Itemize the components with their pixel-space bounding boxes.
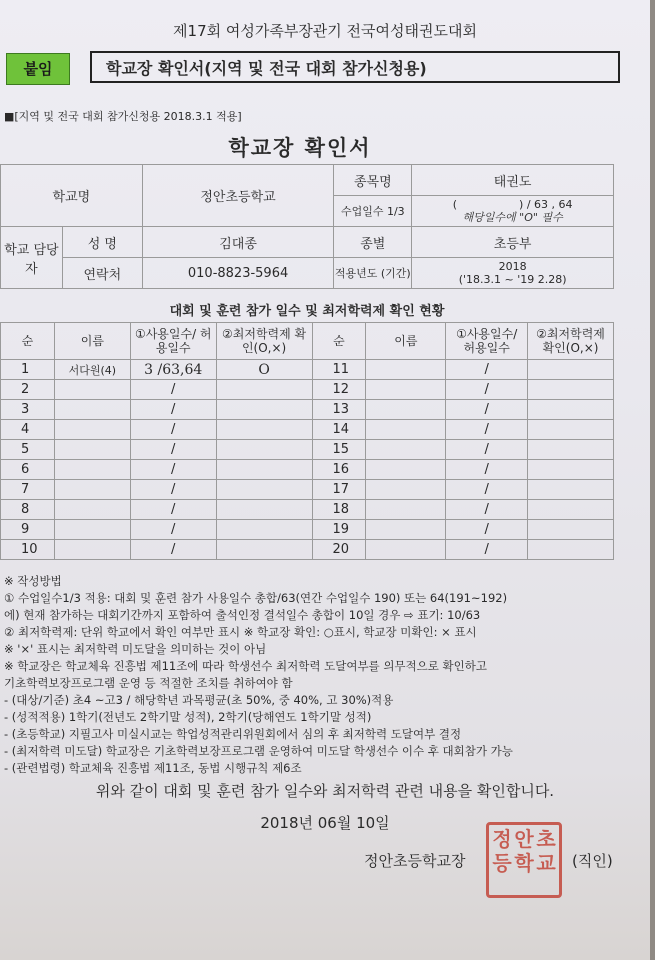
student-name [366,500,446,520]
row-number: 20 [312,540,366,560]
student-name [366,540,446,560]
event-title: 제17회 여성가족부장관기 전국여성태권도대회 [173,22,477,40]
days-used: / [130,380,216,400]
col-check: ②최저학력제 확인(O,×) [216,323,312,360]
row-number: 12 [312,380,366,400]
days-open: ( [452,198,458,211]
student-name [366,520,446,540]
student-name [54,440,130,460]
student-name [366,480,446,500]
col-no: 순 [1,323,55,360]
student-name [54,520,130,540]
min-grade-check [216,500,312,520]
row-number: 8 [1,500,55,520]
row-number: 7 [1,480,55,500]
student-name [366,440,446,460]
min-grade-check [528,440,614,460]
contact-value: 010-8823-5964 [142,258,334,289]
min-grade-check [216,380,312,400]
days-used: / [446,480,528,500]
row-number: 18 [312,500,366,520]
days-used: / [130,520,216,540]
period-value: ('18.3.1 ~ '19 2.28) [458,273,567,286]
document-title: 학교장 확인서(지역 및 전국 대회 참가신청용) [90,51,620,83]
status-section-title: 대회 및 훈련 참가 일수 및 최저학력제 확인 현황 [169,304,445,319]
min-grade-check: O [216,360,312,380]
student-name [54,380,130,400]
days-used: / [446,420,528,440]
days-used: / [446,460,528,480]
row-number: 10 [1,540,55,560]
row-number: 6 [1,460,55,480]
row-number: 16 [312,460,366,480]
student-name [366,360,446,380]
min-grade-check [528,420,614,440]
table-row [1,420,614,440]
days-used: / [446,400,528,420]
table-row [1,460,614,480]
student-name [54,420,130,440]
table-row [1,380,614,400]
sport-label: 종목명 [334,165,412,196]
row-number: 2 [1,380,55,400]
student-name [366,460,446,480]
student-name [54,500,130,520]
teacher-name: 김대종 [142,227,334,258]
min-grade-check [216,400,312,420]
year-label: 적용년도 (기간) [334,258,412,289]
category-label: 종별 [334,227,412,258]
col-days: ①사용일수/ 허용일수 [446,323,528,360]
instruction-line: ※ '×' 표시는 최저학력 미도달을 의미하는 것이 아님 [4,642,267,656]
row-number: 11 [312,360,366,380]
instruction-line: 에) 현재 참가하는 대회기간까지 포함하여 출석인정 결석일수 총합이 10일 경우 ⇨ 표기: 10/63 [4,608,481,622]
student-name [54,460,130,480]
instruction-line: ※ 작성방법 [4,574,62,588]
days-used: / [130,440,216,460]
row-number: 13 [312,400,366,420]
row-number: 5 [1,440,55,460]
days-used: / [446,440,528,460]
days-note: 해당일수에 "O" 필수 [462,211,563,224]
instruction-line: - (최저학력 미도달) 학교장은 기초학력보장프로그램 운영하여 미도달 학생선수 이수 후 대회참가 가능 [4,744,513,758]
table-row [1,400,614,420]
year-cell [412,258,614,289]
sport-value: 태권도 [412,165,614,196]
student-name [366,420,446,440]
table-row [1,360,614,380]
col-name: 이름 [366,323,446,360]
name-label: 성 명 [62,227,142,258]
min-grade-check [216,520,312,540]
stamp-label: (직인) [572,852,613,870]
attachment-badge: 붙임 [6,53,70,85]
instruction-line: ② 최저학력제: 단위 학교에서 확인 여부만 표시 ※ 학교장 확인: ○표시, 학교장 미확인: × 표시 [4,625,477,639]
student-name [54,480,130,500]
row-number: 19 [312,520,366,540]
table-row [1,440,614,460]
contact-label: 연락처 [62,258,142,289]
days-used: 3 /63,64 [130,360,216,380]
student-name [54,540,130,560]
min-grade-check [528,500,614,520]
days-used: / [446,520,528,540]
min-grade-check [216,540,312,560]
school-name: 정안초등학교 [142,165,334,227]
table-row [1,540,614,560]
teacher-label: 학교 담당자 [1,227,63,289]
row-number: 15 [312,440,366,460]
row-number: 17 [312,480,366,500]
col-days: ①사용일수/ 허용일수 [130,323,216,360]
min-grade-check [216,440,312,460]
row-number: 9 [1,520,55,540]
student-name [366,380,446,400]
principal-signature: 정안초등학교장 [364,852,466,870]
row-number: 1 [1,360,55,380]
instruction-line: - (대상/기준) 초4 ~고3 / 해당학년 과목평균(초 50%, 중 40%, 고 30%)적용 [4,693,394,707]
confirmation-statement: 위와 같이 대회 및 훈련 참가 일수와 최저학력 관련 내용을 확인합니다. [95,782,555,800]
school-info-table [0,164,614,289]
days-value: ) / 63 , 64 [519,198,573,211]
form-title: 학교장 확인서 [228,136,372,160]
col-name: 이름 [54,323,130,360]
min-grade-check [528,480,614,500]
instructions [4,573,644,777]
col-no: 순 [312,323,366,360]
days-used: / [130,400,216,420]
min-grade-check [216,480,312,500]
school-label: 학교명 [1,165,143,227]
student-name: 서다원(4) [54,360,130,380]
min-grade-check [216,460,312,480]
instruction-line: - (초등학교) 지필고사 미실시교는 학업성적관리위원회에서 심의 후 최저학력 도달여부 결정 [4,727,462,741]
min-grade-check [528,460,614,480]
days-label: 수업일수 1/3 [334,196,412,227]
col-check: ②최저학력제 확인(O,×) [528,323,614,360]
min-grade-check [528,380,614,400]
row-number: 3 [1,400,55,420]
instruction-line: ① 수업일수1/3 적용: 대회 및 훈련 참가 사용일수 총합/63(연간 수업일수 190) 또는 64(191~192) [4,591,508,605]
row-number: 4 [1,420,55,440]
days-used: / [130,480,216,500]
seal-character: 초 [536,827,556,851]
table-row [1,500,614,520]
official-seal [486,822,562,898]
category-value: 초등부 [412,227,614,258]
days-used: / [446,380,528,400]
seal-character: 정 [492,827,512,851]
document-date: 2018년 06월 10일 [260,814,390,832]
table-row [1,480,614,500]
min-grade-check [528,360,614,380]
days-cell [412,196,614,227]
min-grade-check [528,520,614,540]
days-used: / [446,540,528,560]
days-used: / [130,420,216,440]
seal-character: 학 [514,851,534,875]
days-used: / [130,460,216,480]
instruction-line: - (성적적용) 1학기(전년도 2학기말 성적), 2학기(당해연도 1학기말 성적) [4,710,372,724]
min-grade-check [528,400,614,420]
instruction-line: ※ 학교장은 학교체육 진흥법 제11조에 따라 학생선수 최저학력 도달여부를 의무적으로 확인하고 [4,659,487,673]
year-value: 2018 [498,260,527,273]
instruction-line: - (관련법령) 학교체육 진흥법 제11조, 동법 시행규칙 제6조 [4,761,302,775]
min-grade-check [528,540,614,560]
seal-character: 안 [514,827,534,851]
days-used: / [446,360,528,380]
seal-character: 교 [536,851,556,875]
participation-table [0,322,614,560]
instruction-line: 기초학력보장프로그램 운영 등 적절한 조치를 취하여야 함 [4,676,293,690]
min-grade-check [216,420,312,440]
table-row [1,520,614,540]
seal-character: 등 [492,851,512,875]
application-note: ■[지역 및 전국 대회 참가신청용 2018.3.1 적용] [4,110,242,123]
days-used: / [130,500,216,520]
days-used: / [130,540,216,560]
student-name [366,400,446,420]
row-number: 14 [312,420,366,440]
student-name [54,400,130,420]
days-used: / [446,500,528,520]
